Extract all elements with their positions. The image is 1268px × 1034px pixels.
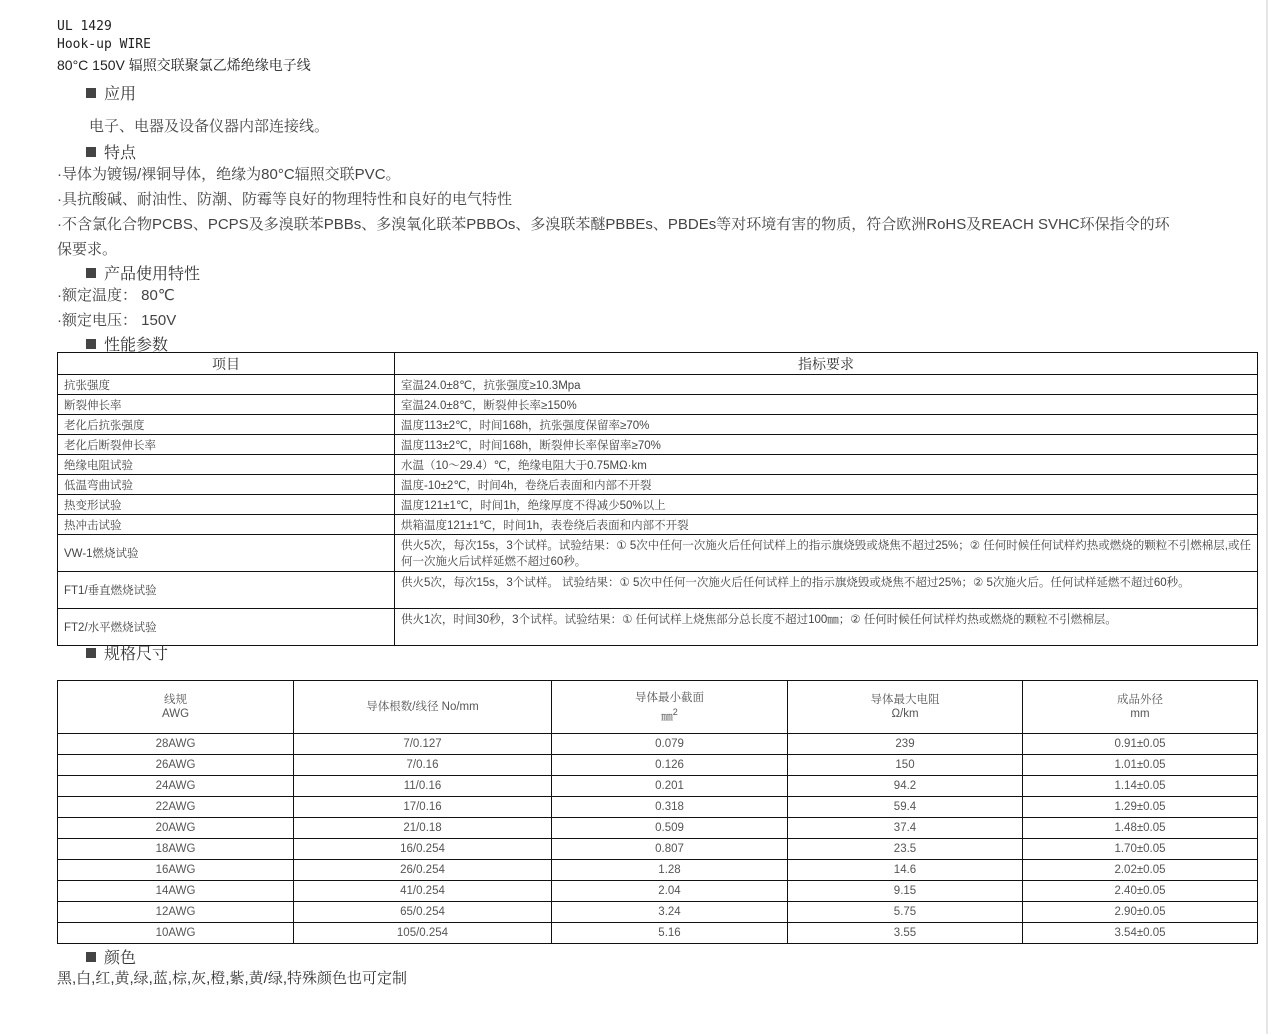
cell-cross-section: 0.807 [552,839,788,860]
cell-conductor: 7/0.127 [294,734,552,755]
feature-item: 保要求。 [57,241,118,258]
cell-resistance: 14.6 [788,860,1023,881]
cell-conductor: 11/0.16 [294,776,552,797]
test-item: 热变形试验 [58,495,395,515]
cell-awg: 14AWG [58,881,294,902]
product-type: Hook-up WIRE [57,37,151,52]
table-row [58,415,1258,435]
specification-table [57,680,1258,944]
cell-cross-section: 0.201 [552,776,788,797]
test-requirement: 温度121±1℃，时间1h，绝缘厚度不得减少50%以上 [395,495,1258,515]
column-header-cross-section: 导体最小截面 ㎜$^2$ [552,681,788,734]
cell-resistance: 37.4 [788,818,1023,839]
cell-cross-section: 5.16 [552,923,788,944]
square-bullet-icon [86,147,96,157]
test-requirement: 供火1次，时间30秒，3个试样。试验结果：① 任何试样上烧焦部分总长度不超过100㎜；② 任何时候任何试样灼热或燃烧的颗粒不引燃棉层。 [395,609,1258,646]
cell-awg: 18AWG [58,839,294,860]
cell-awg: 28AWG [58,734,294,755]
column-header-item: 项目 [58,353,395,375]
test-item: 低温弯曲试验 [58,475,395,495]
test-requirement: 温度-10±2℃，时间4h，卷绕后表面和内部不开裂 [395,475,1258,495]
cell-awg: 24AWG [58,776,294,797]
cell-resistance: 3.55 [788,923,1023,944]
section-colors-heading [86,945,136,968]
table-row [58,818,1258,839]
table-row [58,797,1258,818]
table-row [58,734,1258,755]
test-requirement: 供火5次，每次15s，3个试样。试验结果：① 5次中任何一次施火后任何试样上的指示旗烧毁或烧焦不超过25%；② 任何时候任何试样灼热或燃烧的颗粒不引燃棉层,或任何一次施火后试样延燃不超过60秒。 [395,535,1258,572]
test-item: 抗张强度 [58,375,395,395]
table-header-row [58,681,1258,734]
test-requirement: 供火5次，每次15s，3个试样。 试验结果：① 5次中任何一次施火后任何试样上的指示旗烧毁或烧焦不超过25%；② 5次施火后。任何试样延燃不超过60秒。 [395,572,1258,609]
colors-text: 黑,白,红,黄,绿,蓝,棕,灰,橙,紫,黄/绿,特殊颜色也可定制 [57,970,408,987]
cell-cross-section: 0.509 [552,818,788,839]
performance-table [57,352,1258,646]
cell-awg: 16AWG [58,860,294,881]
column-header-outer-diameter: 成品外径 mm [1023,681,1258,734]
table-row [58,572,1258,609]
cell-conductor: 17/0.16 [294,797,552,818]
cell-outer-diameter: 3.54±0.05 [1023,923,1258,944]
test-requirement: 水温（10～29.4）℃，绝缘电阻大于0.75MΩ·km [395,455,1258,475]
test-requirement: 温度113±2℃，时间168h，抗张强度保留率≥70% [395,415,1258,435]
column-header-requirement: 指标要求 [395,353,1258,375]
model-title: UL 1429 [57,19,112,34]
section-features-heading [86,140,136,163]
test-item: 绝缘电阻试验 [58,455,395,475]
rated-temperature: ·额定温度： 80℃ [57,287,175,304]
section-usage-heading [86,261,200,284]
cell-outer-diameter: 2.90±0.05 [1023,902,1258,923]
cell-outer-diameter: 2.02±0.05 [1023,860,1258,881]
section-title: 应用 [104,86,137,103]
cell-conductor: 26/0.254 [294,860,552,881]
table-row [58,860,1258,881]
table-row [58,395,1258,415]
section-title: 规格尺寸 [104,646,169,663]
table-row [58,755,1258,776]
square-bullet-icon [86,88,96,98]
cell-conductor: 65/0.254 [294,902,552,923]
test-item: FT1/垂直燃烧试验 [58,572,395,609]
table-row [58,435,1258,455]
cell-cross-section: 0.079 [552,734,788,755]
cell-cross-section: 2.04 [552,881,788,902]
column-header-conductor: 导体根数/线径 No/mm [294,681,552,734]
cell-cross-section: 0.126 [552,755,788,776]
square-bullet-icon [86,268,96,278]
square-bullet-icon [86,648,96,658]
column-header-awg: 线规 AWG [58,681,294,734]
test-item: 老化后抗张强度 [58,415,395,435]
table-row [58,535,1258,572]
cell-cross-section: 1.28 [552,860,788,881]
table-row [58,881,1258,902]
test-item: VW-1燃烧试验 [58,535,395,572]
cell-conductor: 41/0.254 [294,881,552,902]
cell-outer-diameter: 1.14±0.05 [1023,776,1258,797]
test-requirement: 温度113±2℃，时间168h，断裂伸长率保留率≥70% [395,435,1258,455]
cell-resistance: 23.5 [788,839,1023,860]
test-requirement: 室温24.0±8℃，抗张强度≥10.3Mpa [395,375,1258,395]
section-title: 特点 [104,145,137,162]
square-bullet-icon [86,339,96,349]
cell-resistance: 150 [788,755,1023,776]
cell-awg: 26AWG [58,755,294,776]
table-row [58,776,1258,797]
section-title: 产品使用特性 [104,266,201,283]
table-row [58,923,1258,944]
cell-outer-diameter: 0.91±0.05 [1023,734,1258,755]
cell-cross-section: 3.24 [552,902,788,923]
section-application-heading [86,81,136,104]
cell-outer-diameter: 1.29±0.05 [1023,797,1258,818]
table-row [58,375,1258,395]
section-title: 颜色 [104,950,137,967]
cell-awg: 22AWG [58,797,294,818]
feature-item: ·具抗酸碱、耐油性、防潮、防霉等良好的物理特性和良好的电气特性 [57,191,512,208]
cell-conductor: 16/0.254 [294,839,552,860]
table-header-row [58,353,1258,375]
feature-item: ·导体为镀锡/裸铜导体，绝缘为80°C辐照交联PVC。 [57,166,401,183]
test-item: 热冲击试验 [58,515,395,535]
cell-conductor: 21/0.18 [294,818,552,839]
cell-resistance: 9.15 [788,881,1023,902]
cell-conductor: 105/0.254 [294,923,552,944]
cell-awg: 12AWG [58,902,294,923]
table-row [58,609,1258,646]
test-requirement: 烘箱温度121±1℃，时间1h，表卷绕后表面和内部不开裂 [395,515,1258,535]
cell-outer-diameter: 1.48±0.05 [1023,818,1258,839]
cell-resistance: 5.75 [788,902,1023,923]
rated-voltage: ·额定电压： 150V [57,312,177,329]
table-row [58,475,1258,495]
cell-resistance: 239 [788,734,1023,755]
section-title: 性能参数 [104,337,169,354]
table-row [58,839,1258,860]
cell-awg: 10AWG [58,923,294,944]
cell-outer-diameter: 1.70±0.05 [1023,839,1258,860]
product-description: 80°C 150V 辐照交联聚氯乙烯绝缘电子线 [57,57,311,73]
square-bullet-icon [86,952,96,962]
cell-resistance: 94.2 [788,776,1023,797]
column-header-resistance: 导体最大电阻 Ω/km [788,681,1023,734]
cell-awg: 20AWG [58,818,294,839]
section-specs-heading [86,641,168,664]
cell-conductor: 7/0.16 [294,755,552,776]
table-row [58,455,1258,475]
feature-item: ·不含氯化合物PCBS、PCPS及多溴联苯PBBs、多溴氧化联苯PBBOs、多溴联苯醚PBBEs、PBDEs等对环境有害的物质，符合欧洲RoHS及REACH SVHC环保指令的环 [57,216,1170,233]
test-item: FT2/水平燃烧试验 [58,609,395,646]
test-item: 断裂伸长率 [58,395,395,415]
table-row [58,495,1258,515]
cell-outer-diameter: 1.01±0.05 [1023,755,1258,776]
cell-resistance: 59.4 [788,797,1023,818]
table-row [58,902,1258,923]
test-item: 老化后断裂伸长率 [58,435,395,455]
table-row [58,515,1258,535]
cell-cross-section: 0.318 [552,797,788,818]
cell-outer-diameter: 2.40±0.05 [1023,881,1258,902]
test-requirement: 室温24.0±8℃，断裂伸长率≥150% [395,395,1258,415]
application-text: 电子、电器及设备仪器内部连接线。 [89,118,330,135]
